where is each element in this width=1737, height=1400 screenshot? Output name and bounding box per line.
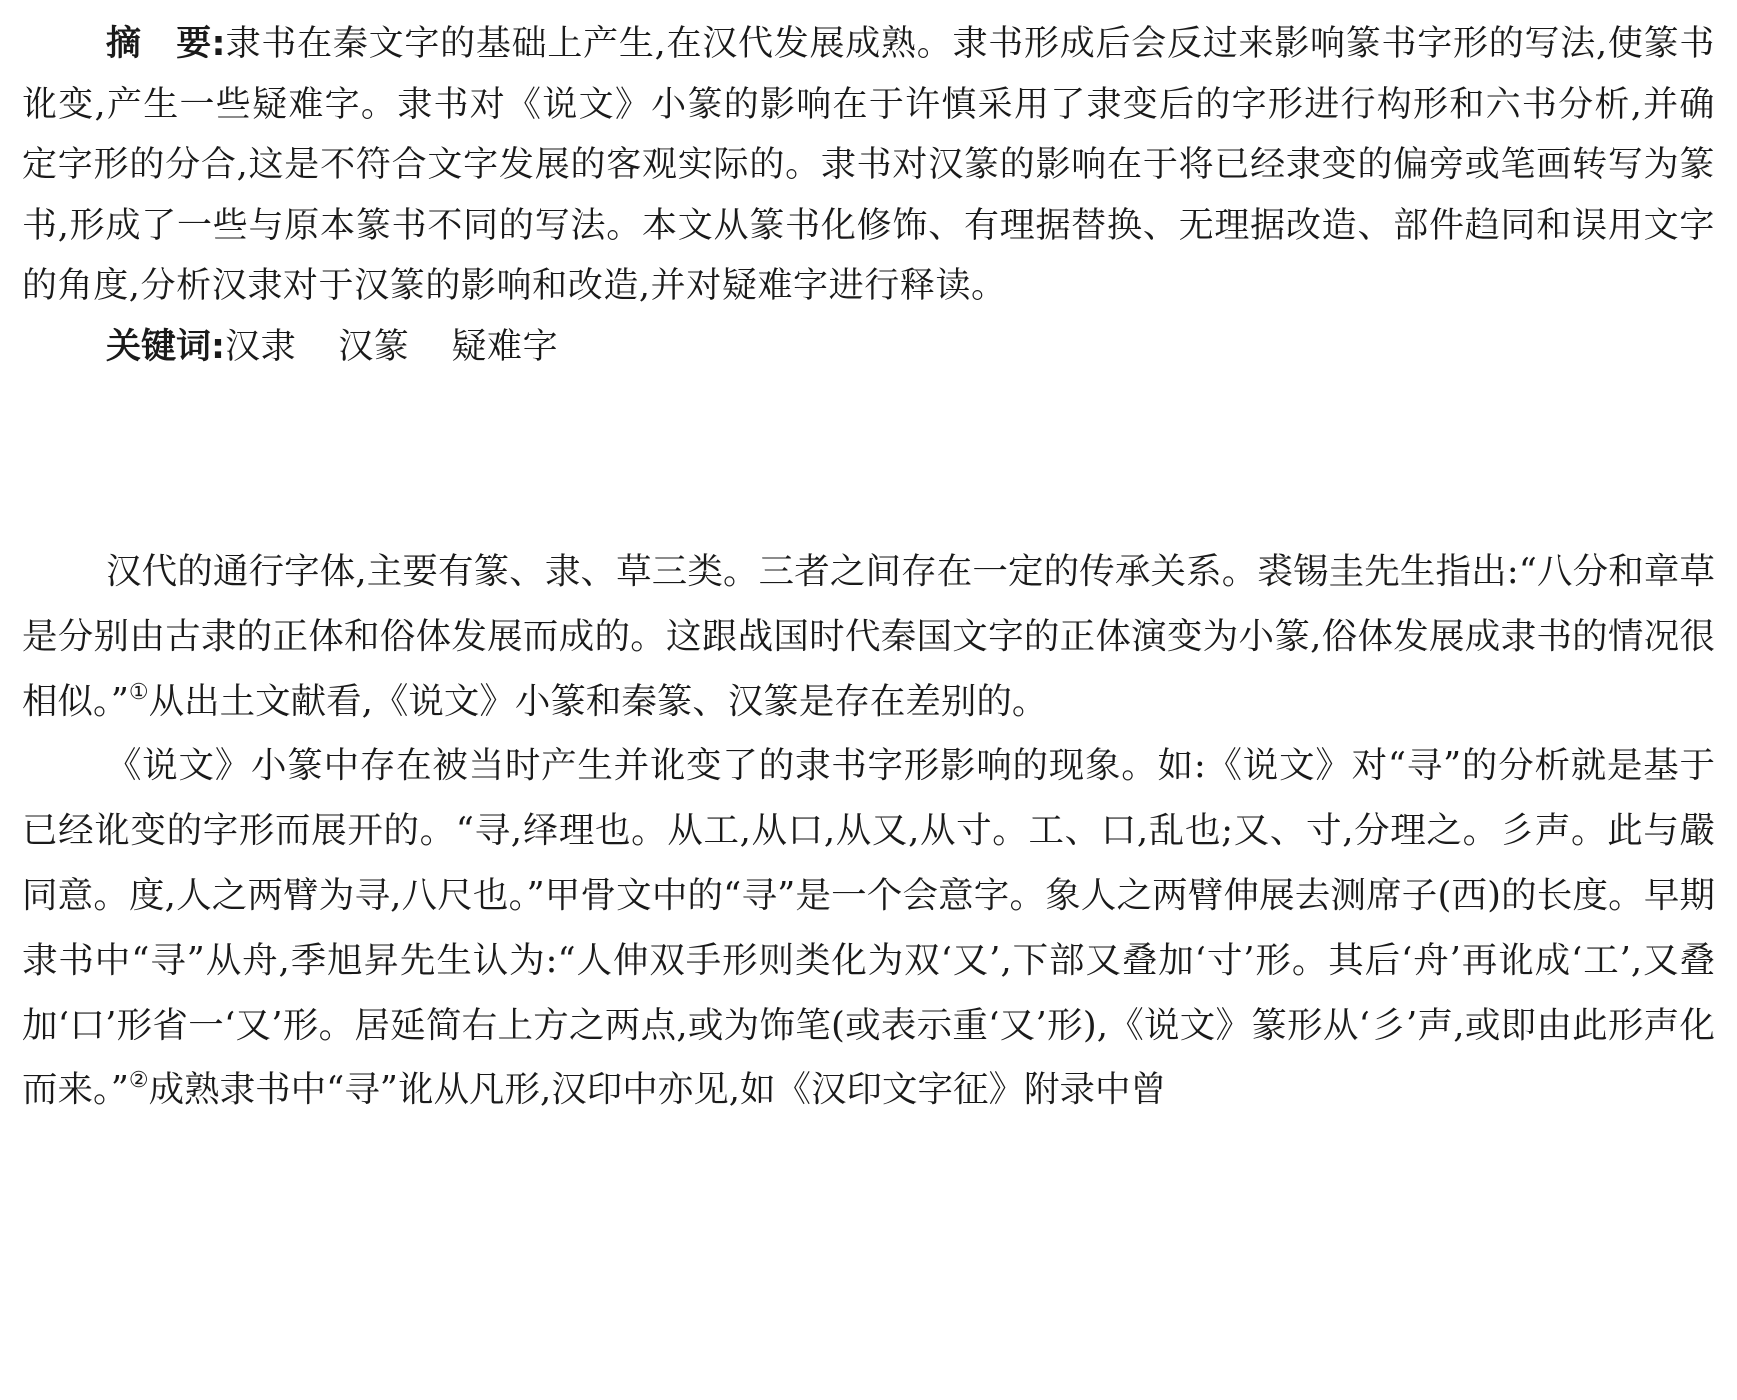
paragraph-text: 成熟隶书中“寻”讹从凡形,汉印中亦见,如《汉印文字征》附录中曾 — [148, 1069, 1167, 1111]
keyword-item: 汉隶 — [225, 326, 297, 367]
abstract-paragraph — [22, 14, 1715, 317]
paragraph-text: 《说文》小篆中存在被当时产生并讹变了的隶书字形影响的现象。如:《说文》对“寻”的分析就是基于已经讹变的字形而展开的。“寻,绎理也。从工,从口,从又,从寸。工、口,乱也;又、寸,分理之。彡声。此与嚴同意。度,人之两臂为寻,八尺也。”甲骨文中的“寻”是一个会意字。象人之两臂伸展去测席子(西)的长度。早期隶书中“寻”从舟,季旭昇先生认为:“人伸双手形则类化为双‘又’,下部又叠加‘寸’形。其后‘舟’再讹成‘工’,又叠加‘口’形省一‘又’形。居延简右上方之两点,或为饰笔(或表示重‘又’形),《说文》篆形从‘彡’声,或即由此形声化而来。” — [22, 745, 1715, 1111]
keywords-label: 关键词: — [106, 326, 225, 367]
paragraph-text: 从出土文献看,《说文》小篆和秦篆、汉篆是存在差别的。 — [148, 680, 1048, 722]
keyword-item: 汉篆 — [338, 326, 410, 367]
keywords-line — [22, 317, 1715, 378]
paragraph-text: 汉代的通行字体,主要有篆、隶、草三类。三者之间存在一定的传承关系。裘锡圭先生指出:“八分和章草是分别由古隶的正体和俗体发展而成的。这跟战国时代秦国文字的正体演变为小篆,俗体发展成隶书的情况很相似。” — [22, 551, 1715, 722]
body-paragraph-1 — [22, 540, 1715, 734]
body-section — [22, 540, 1715, 1123]
abstract-text: 隶书在秦文字的基础上产生,在汉代发展成熟。隶书形成后会反过来影响篆书字形的写法,使篆书讹变,产生一些疑难字。隶书对《说文》小篆的影响在于许慎采用了隶变后的字形进行构形和六书分析,并确定字形的分合,这是不符合文字发展的客观实际的。隶书对汉篆的影响在于将已经隶变的偏旁或笔画转写为篆书,形成了一些与原本篆书不同的写法。本文从篆书化修饰、有理据替换、无理据改造、部件趋同和误用文字的角度,分析汉隶对于汉篆的影响和改造,并对疑难字进行释读。 — [22, 24, 1715, 306]
keyword-item: 疑难字 — [451, 326, 559, 367]
paper-page — [22, 14, 1715, 1123]
footnote-marker-1[interactable]: ① — [128, 679, 149, 705]
abstract-section — [22, 14, 1715, 377]
footnote-marker-2[interactable]: ② — [128, 1068, 149, 1094]
abstract-label: 摘 要: — [106, 24, 226, 64]
body-paragraph-2 — [22, 734, 1715, 1123]
